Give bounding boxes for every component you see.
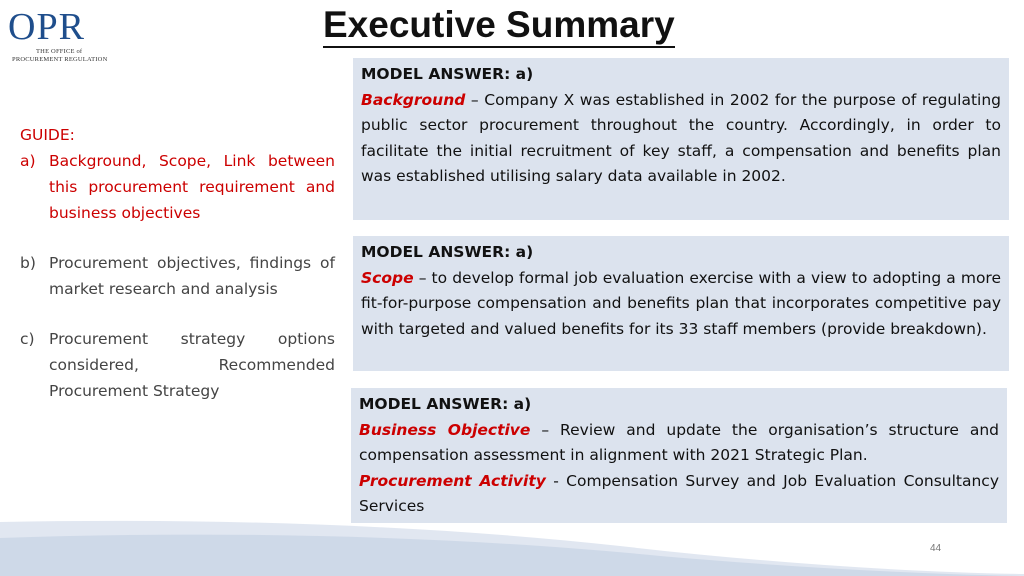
answer-label: Scope	[361, 268, 414, 287]
answer-label: Background	[361, 90, 466, 109]
guide-item-text: Procurement objectives, findings of market research and analysis	[49, 254, 335, 298]
guide-item-marker: a)	[20, 152, 36, 170]
answer-body	[359, 418, 999, 520]
answer-text-2: - Compensation Survey and Job Evaluation Consultancy Services	[359, 471, 1000, 515]
guide-item-marker: b)	[20, 254, 36, 272]
answer-label-2: Procurement Activity	[359, 471, 546, 490]
logo-line-1: THE OFFICE of	[36, 48, 83, 55]
guide-item-text: Background, Scope, Link between this procurement requirement and business objectives	[49, 152, 335, 222]
answer-body	[361, 88, 1001, 190]
model-answer-scope	[353, 236, 1009, 371]
guide-heading: GUIDE:	[20, 126, 75, 144]
guide-panel	[20, 122, 335, 428]
model-answer-background	[353, 58, 1009, 220]
guide-item-marker: c)	[20, 330, 35, 348]
opr-logo	[8, 8, 108, 64]
guide-item-text: Procurement strategy options considered, Recommended Procurement Strategy	[49, 330, 335, 400]
answer-body	[361, 266, 1001, 343]
answer-text: – Review and update the organisation’s structure and compensation assessment in alignment with 2021 Strategic Plan.	[359, 420, 999, 464]
answer-heading: MODEL ANSWER: a)	[361, 65, 534, 83]
answer-label: Business Objective	[359, 420, 531, 439]
logo-mark: OPR	[8, 6, 85, 48]
answer-heading: MODEL ANSWER: a)	[359, 395, 532, 413]
guide-item-b	[20, 250, 335, 302]
guide-item-c	[20, 326, 335, 404]
answer-text: – to develop formal job evaluation exercise with a view to adopting a more fit-for-purpose compensation and benefits plan that incorporates competitive pay with targeted and valued benefits for its 33 staff members (provide breakdown).	[361, 268, 1001, 338]
model-answer-business-objective	[351, 388, 1007, 523]
page-title: Executive Summary	[323, 4, 675, 48]
guide-item-a	[20, 148, 335, 226]
bottom-wave-decoration	[0, 516, 1024, 576]
page-number: 44	[930, 543, 942, 554]
answer-heading: MODEL ANSWER: a)	[361, 243, 534, 261]
logo-line-2: PROCUREMENT REGULATION	[12, 56, 108, 63]
answer-text: – Company X was established in 2002 for the purpose of regulating public sector procurement throughout the country. Accordingly, in order to facilitate the initial recruitment of key staff, a compensation and benefits plan was established utilising salary data available in 2002.	[361, 90, 1001, 185]
